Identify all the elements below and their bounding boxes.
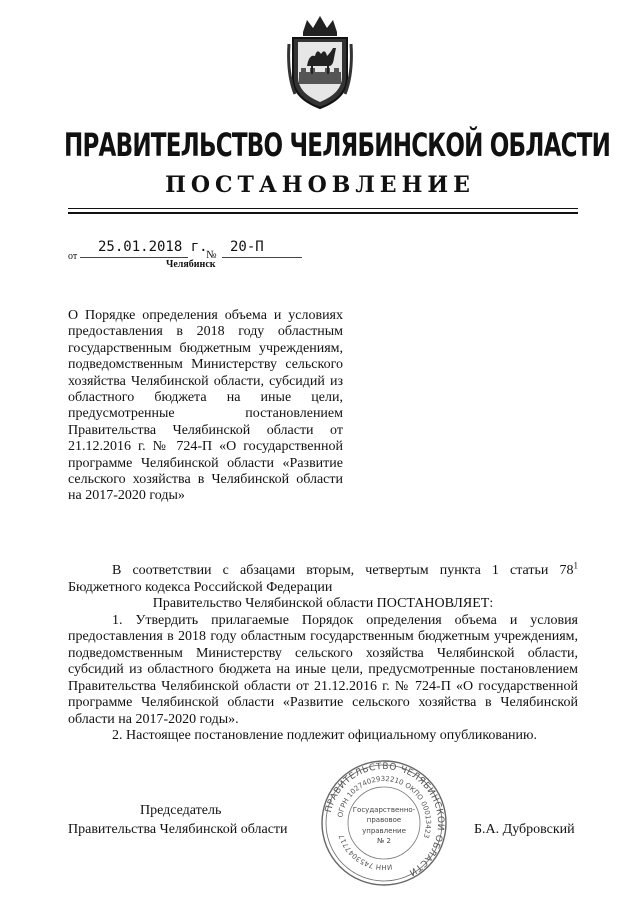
intro-tail: Бюджетного кодекса Российской Федерации — [68, 579, 333, 595]
seal-center-line1: Государственно- — [352, 806, 416, 814]
document-number: 20-П — [230, 239, 264, 255]
date-from-label: от — [68, 251, 78, 262]
government-title: ПРАВИТЕЛЬСТВО ЧЕЛЯБИНСКОЙ ОБЛАСТИ — [64, 126, 611, 164]
coat-of-arms-emblem — [287, 14, 353, 110]
resolves-line: Правительство Челябинской области ПОСТАНОВЛЯЕТ: — [152, 596, 494, 611]
document-body — [68, 560, 578, 745]
seal-inn-text: ИНН 7453047717 — [337, 833, 393, 872]
date-underline — [80, 257, 188, 258]
document-subject: О Порядке определения объема и условиях предоставления в 2018 году областным государственным бюджетным учреждениям, подведомственным Министерству сельского хозяйства Челябинской области, субсидий из областного бюджета на иные цели, предусмотренные постановлением Правительства Челябинской области от 21.12.2016 г. № 724-П «О государственной программе Челябинской области «Развитие сельского хозяйства в Челябинской области на 2017-2020 годы» — [68, 308, 343, 504]
document-date: 25.01.2018 г. — [98, 239, 208, 255]
item-1: 1. Утвердить прилагаемые Порядок определения объема и условия предоставления в 2018 году областным государственным бюджетным учреждениям, подведомственным Министерству сельского хозяйства Челябинской области, субсидий из областного бюджета на иные цели, предусмотренные постановлением Правительства Челябинской области от 21.12.2016 г. № 724-П «О государственной программе Челябинской области «Развитие сельского хозяйства в Челябинской области на 2017-2020 годы». — [68, 612, 578, 727]
seal-ogrn-text: ОГРН 1027402932210 ОКПО 00013423 — [336, 774, 433, 840]
number-underline — [222, 257, 302, 258]
official-seal — [319, 758, 449, 888]
seal-center-line4: № 2 — [377, 837, 391, 845]
seal-center-line2: правовое — [366, 816, 402, 824]
intro-superscript: 1 — [573, 560, 578, 571]
intro-paragraph — [68, 560, 578, 596]
header-rule-thin — [68, 208, 578, 209]
item-2: 2. Настоящее постановление подлежит официальному опубликованию. — [112, 728, 537, 743]
signatory-name: Б.А. Дубровский — [474, 822, 575, 837]
document-type: ПОСТАНОВЛЕНИЕ — [165, 172, 475, 198]
intro-text: В соответствии с абзацами вторым, четвертым пункта 1 статьи 78 — [112, 563, 574, 578]
city-name: Челябинск — [166, 259, 216, 270]
seal-outer-text: ПРАВИТЕЛЬСТВО ЧЕЛЯБИНСКОЙ ОБЛАСТИ — [324, 761, 446, 878]
header-rule-thick — [68, 212, 578, 214]
signatory-title-line2: Правительства Челябинской области — [68, 822, 288, 837]
seal-center-line3: управление — [362, 827, 406, 835]
signatory-title-line1: Председатель — [140, 803, 222, 818]
number-label: № — [206, 249, 217, 261]
